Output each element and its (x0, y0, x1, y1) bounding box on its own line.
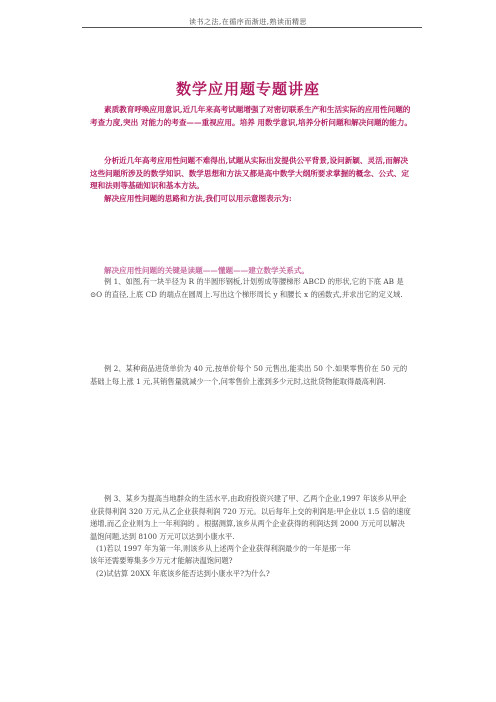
example-3: 例 3、某乡为提高当地群众的生活水平,由政府投资兴建了甲、乙两个企业,1997 年该乡从甲企业获得利润 320 万元,从乙企业获得利润 720 万元。以后每年上交的利润是:甲企业以 1.5 倍的速度递增,而乙企业则为上一年利润的 。根据测算,该乡从两个企业获得的利润达到 2000 万元可以解决温饱问题,达到 8100 万元可以达到小康水平. (90, 494, 411, 541)
intro-paragraph: 解决应用性问题的思路和方法,我们可以用示意图表示为: (104, 194, 292, 203)
sub-question-1-continued: 该年还需要筹集多少万元才能解决温饱问题? (90, 556, 233, 565)
page-title: 数学应用题专题讲座 (175, 80, 320, 98)
sub-question-2: (2)试估算 20XX 年底该乡能否达到小康水平?为什么? (96, 569, 270, 578)
key-point: 解决应用性问题的关键是读题——懂题——建立数学关系式。 (104, 266, 310, 275)
header-divider (82, 27, 422, 28)
example-1: 例 1、如图,有一块半径为 R 的半圆形钢板,计划剪成等腰梯形 ABCD 的形状,它的下底 AB 是⊙O 的直径,上底 CD 的端点在圆周上.写出这个梯形周长 y 和腰长 x 的函数式,并求出它的定义域. (90, 277, 404, 299)
example-2: 例 2、某种商品进货单价为 40 元,按单价每个 50 元售出,能卖出 50 个.如果零售价在 50 元的基础上每上涨 1 元,其销售量就减少一个,问零售价上涨到多少元时,这批货物能取得最高利润. (90, 364, 408, 386)
intro-paragraph: 分析近几年高考应用性问题不难得出,试题从实际出发提供公平背景,设问新颖、灵活,而解决这些问题所涉及的数学知识、数学思想和方法又都是高中数学大纲所要求掌握的概念、公式、定理和法则等基础知识和基本方法。 (90, 156, 409, 191)
sub-question-1: (1)若以 1997 年为第一年,则该乡从上述两个企业获得利润最少的一年是那一年 (96, 544, 351, 553)
intro-paragraph: 素质教育呼唤应用意识,近几年来高考试题增强了对密切联系生产和生活实际的应用性问题的考查力度,突出 对能力的考查——重视应用。培养 用数学意识,培养分析问题和解决问题的能力。 (90, 105, 412, 127)
page-header-tagline: 读书之法,在循序而渐进,熟读而精思 (189, 18, 307, 26)
